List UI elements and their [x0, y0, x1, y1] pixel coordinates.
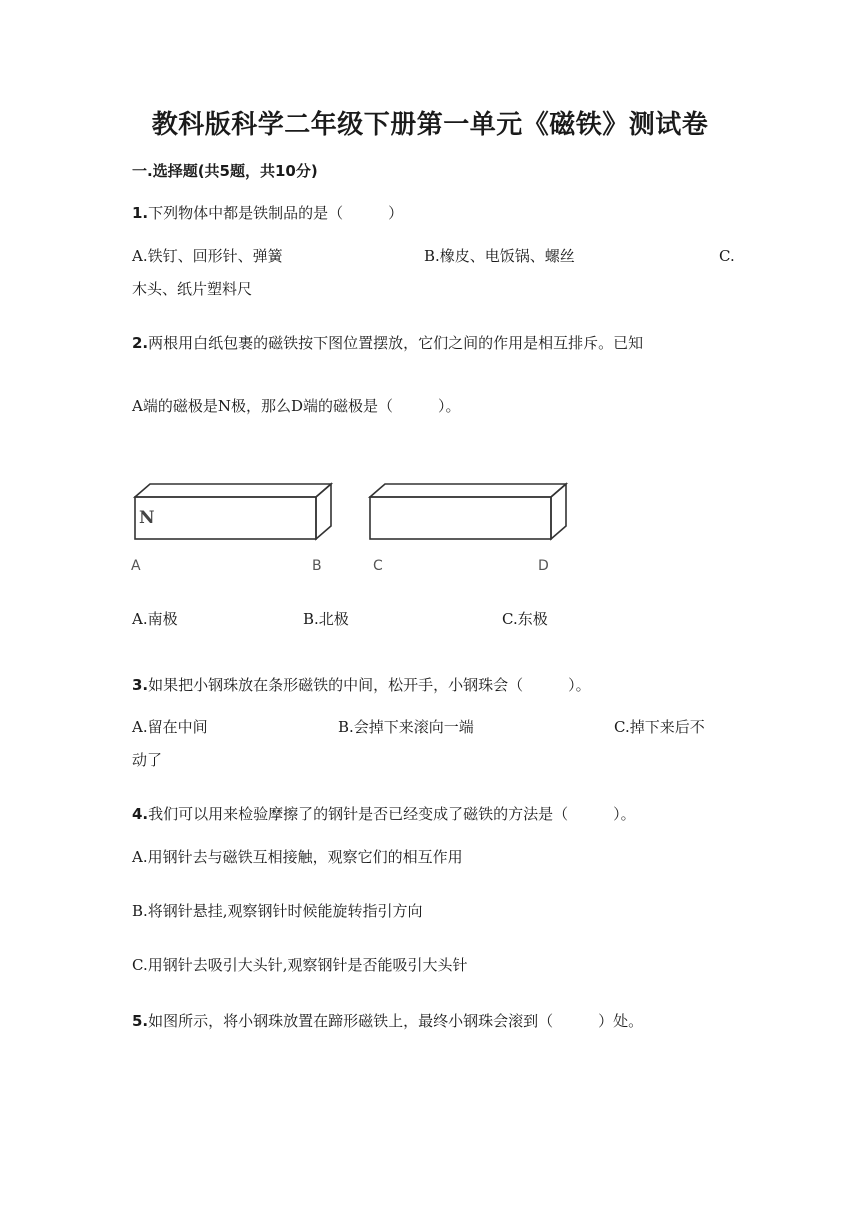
q1-option-c-prefix: C. [719, 247, 735, 265]
q3-option-c-rest: 动了 [132, 751, 163, 769]
q1-option-b: B.橡皮、电饭锅、螺丝 [424, 247, 575, 265]
question-2-line2: A端的磁极是N极，那么D端的磁极是（ ）。 [132, 397, 461, 415]
magnet-pole-label: N [139, 508, 155, 528]
q1-option-a: A.铁钉、回形针、弹簧 [132, 247, 283, 265]
q1-option-c-rest: 木头、纸片塑料尺 [132, 280, 253, 298]
question-4 [132, 804, 636, 824]
question-number: 2. [132, 334, 149, 352]
figure-label-c: C [373, 558, 383, 574]
question-number: 5. [132, 1012, 149, 1030]
q3-option-c-prefix: C.掉下来后不 [614, 718, 705, 736]
question-3 [132, 675, 591, 695]
q2-option-a: A.南极 [132, 610, 178, 628]
figure-label-d: D [538, 558, 549, 574]
section-heading: 一.选择题(共5题，共10分) [132, 162, 318, 180]
q3-option-b: B.会掉下来滚向一端 [338, 718, 474, 736]
page-title: 教科版科学二年级下册第一单元《磁铁》测试卷 [151, 110, 709, 140]
q4-option-a: A.用钢针去与磁铁互相接触，观察它们的相互作用 [132, 848, 463, 866]
question-5 [132, 1011, 643, 1031]
question-text: 下列物体中都是铁制品的是（ ） [148, 204, 404, 222]
q2-option-c: C.东极 [502, 610, 548, 628]
question-1 [132, 203, 403, 223]
q2-option-b: B.北极 [303, 610, 349, 628]
question-text: 我们可以用来检验摩擦了的钢针是否已经变成了磁铁的方法是（ ）。 [148, 805, 636, 823]
question-text-line1: 两根用白纸包裹的磁铁按下图位置摆放，它们之间的作用是相互排斥。已知 [148, 334, 644, 352]
q4-option-b: B.将钢针悬挂,观察钢针时候能旋转指引方向 [132, 902, 423, 920]
question-text: 如果把小钢珠放在条形磁铁的中间，松开手，小钢珠会（ ）。 [148, 676, 591, 694]
q3-option-a: A.留在中间 [132, 718, 208, 736]
magnet-left [135, 484, 331, 539]
q4-option-c: C.用钢针去吸引大头针,观察钢针是否能吸引大头针 [132, 956, 468, 974]
question-text: 如图所示，将小钢珠放置在蹄形磁铁上，最终小钢珠会滚到（ ）处。 [148, 1012, 644, 1030]
figure-label-b: B [312, 558, 322, 574]
magnet-right [370, 484, 566, 539]
question-number: 3. [132, 676, 149, 694]
figure-label-a: A [131, 558, 141, 574]
question-2 [132, 333, 643, 353]
question-number: 1. [132, 204, 149, 222]
question-number: 4. [132, 805, 149, 823]
